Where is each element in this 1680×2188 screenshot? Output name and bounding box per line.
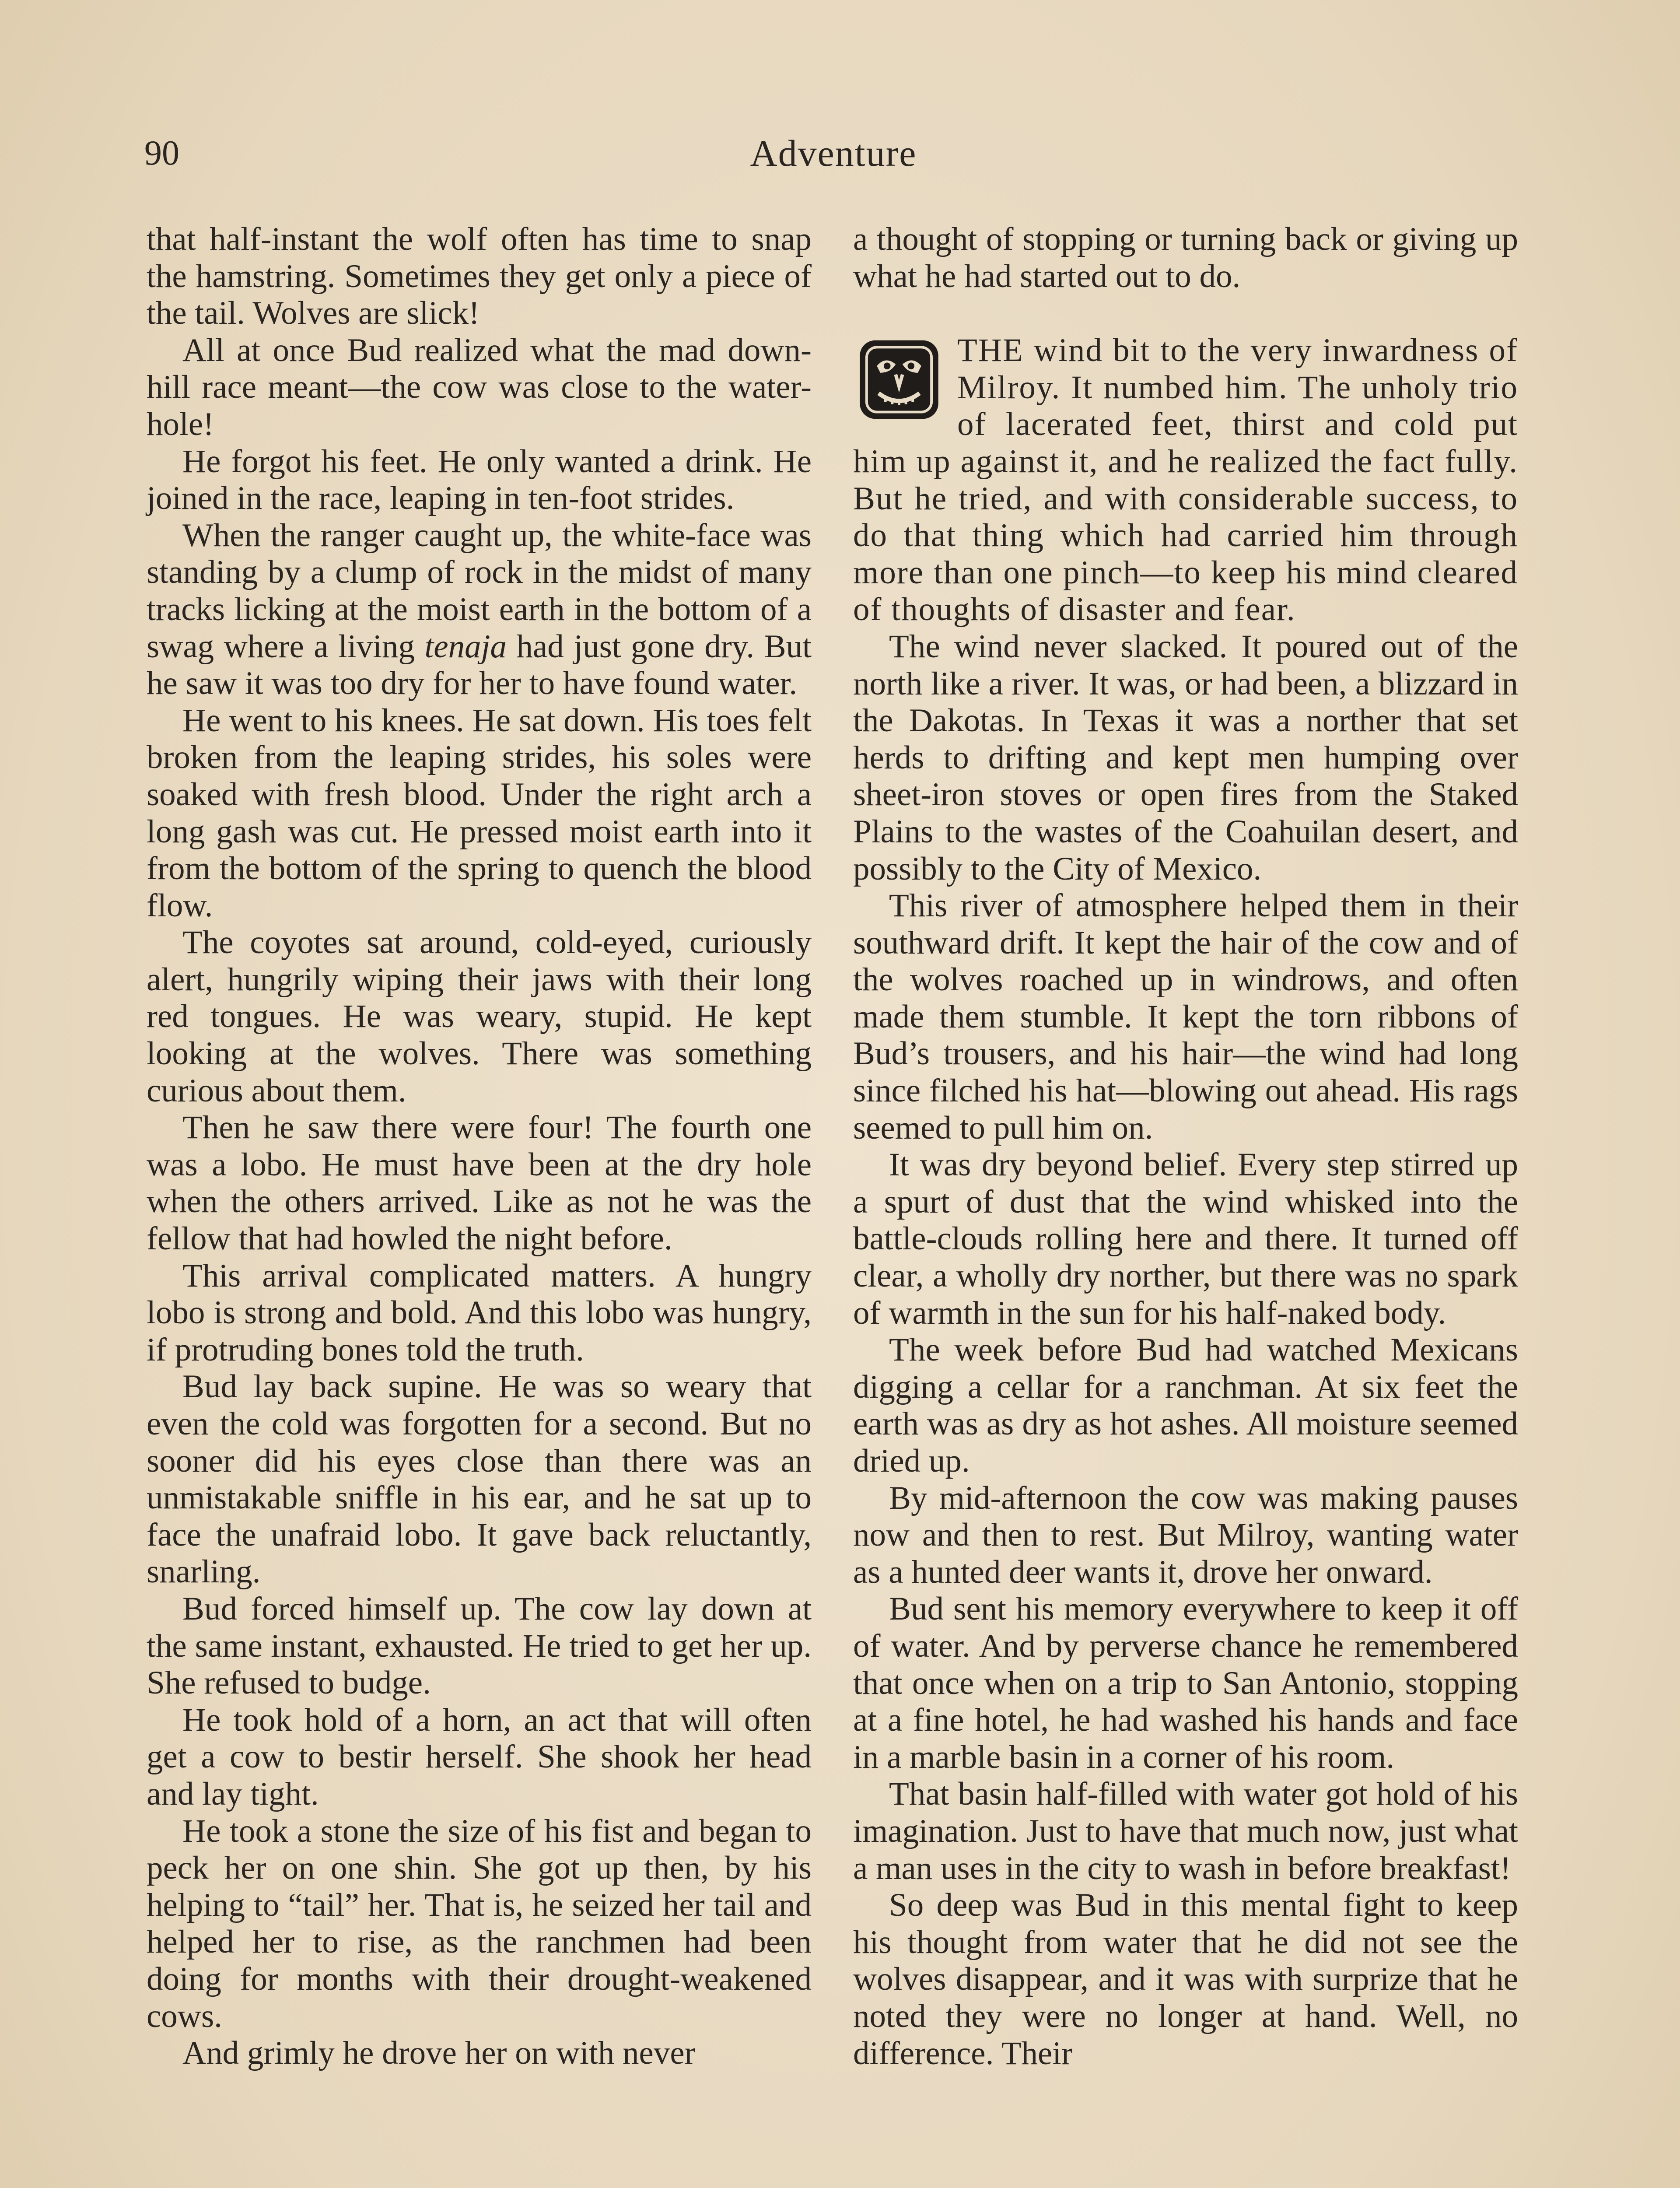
paragraph: All at once Bud realized what the mad down-hill race meant—the cow was close to the water-hole! [147,332,812,442]
paragraph: Bud sent his memory everywhere to keep it off of water. And by perverse chance he remembered that once when on a trip to San Antonio, stopping at a fine hotel, he had washed his hands and face in a marble basin in a corner of his room. [853,1591,1518,1775]
carved-mask-ornament-icon [853,336,945,423]
text-run: had just gone dry. But he saw it was too dry for her to have found water. [147,628,812,702]
running-title: Adventure [750,132,917,174]
section-text: THE wind bit to the very inwardness of Milroy. It numbed him. The unholy trio of lacerated feet, thirst and cold put him up against it, and he realized the fact fully. But he tried, and with considerable success, to do that thing which had carried him through more than one pinch—to keep his mind cleared of thoughts of disaster and fear. [853,332,1518,628]
paragraph: And grimly he drove her on with never [182,2035,696,2072]
paragraph: that half-instant the wolf often has time to snap the hamstring. Sometimes they get only a piece of the tail. Wolves are slick! [147,221,812,332]
page-number: 90 [144,134,179,172]
paragraph: So deep was Bud in this mental fight to keep his thought from water that he did not see the wolves disappear, and it was with surprize that he noted they were no longer at hand. Well, no difference. Their [853,1887,1518,2072]
paragraph: He took hold of a horn, an act that will often get a cow to bestir herself. She shook her head and lay tight. [147,1701,812,1812]
paragraph: The week before Bud had watched Mexicans digging a cellar for a ranchman. At six feet the earth was as dry as hot ashes. All moisture seemed dried up. [853,1332,1518,1479]
paragraph: This river of atmosphere helped them in their southward drift. It kept the hair of the cow and of the wolves roached up in windrows, and often made them stumble. It kept the torn ribbons of Bud’s trousers, and his hair—the wind had long since filched his hat—blowing out ahead. His rags seemed to pull him on. [853,887,1518,1146]
paragraph: Then he saw there were four! The fourth one was a lobo. He must have been at the dry hole when the others arrived. Like as not he was the fellow that had howled the night before. [147,1109,812,1257]
paragraph: He forgot his feet. He only wanted a drink. He joined in the race, leaping in ten-foot strides. [147,443,812,517]
paragraph: The wind never slacked. It poured out of the north like a river. It was, or had been, a blizzard in the Dakotas. In Texas it was a norther that set herds to drifting and kept men humping over sheet-iron stoves or open fires from the Staked Plains to the wastes of the Coahuilan desert, and possibly to the City of Mexico. [853,628,1518,887]
paragraph: By mid-afternoon the cow was making pauses now and then to rest. But Milroy, wanting water as a hunted deer wants it, drove her onward. [853,1480,1518,1590]
paragraph: That basin half-filled with water got hold of his imagination. Just to have that much now, just what a man uses in the city to wash in before breakfast! [853,1776,1518,1886]
paragraph: Bud lay back supine. He was so weary that even the cold was forgotten for a second. But no sooner did his eyes close than there was an unmistakable sniffle in his ear, and he sat up to face the unafraid lobo. It gave back reluctantly, snarling. [147,1368,812,1590]
paragraph: He went to his knees. He sat down. His toes felt broken from the leaping strides, his soles were soaked with fresh blood. Under the right arch a long gash was cut. He pressed moist earth into it from the bottom of the spring to quench the blood flow. [147,702,812,924]
paragraph: He took a stone the size of his fist and began to peck her on one shin. She got up then, by his helping to “tail” her. That is, he seized her tail and helped her to rise, as the ranchmen had been doing for months with their drought-weakened cows. [147,1813,812,2034]
paragraph [147,517,812,702]
right-column [853,221,1518,2072]
section-opening-paragraph [853,332,1518,628]
paragraph: It was dry beyond belief. Every step stirred up a spurt of dust that the wind whisked into the battle-clouds rolling here and there. It turned off clear, a wholly dry norther, but there was no spark of warmth in the sun for his half-naked body. [853,1147,1518,1331]
left-column [147,221,812,2072]
text-run: When the ranger caught up, the white-face was standing by a clump of rock in the midst of many tracks licking at the moist earth in the bottom of a swag where a living [147,517,812,665]
paragraph: The coyotes sat around, cold-eyed, curiously alert, hungrily wiping their jaws with their long red tongues. He was weary, stupid. He kept looking at the wolves. There was something curious about them. [147,924,812,1109]
italic-term: tenaja [424,628,507,665]
page-header [144,127,1522,179]
paragraph: This arrival complicated matters. A hungry lobo is strong and bold. And this lobo was hungry, if protruding bones told the truth. [147,1257,812,1368]
paragraph: Bud forced himself up. The cow lay down at the same instant, exhausted. He tried to get her up. She refused to budge. [147,1590,812,1701]
paragraph: a thought of stopping or turning back or giving up what he had started out to do. [853,221,1518,295]
